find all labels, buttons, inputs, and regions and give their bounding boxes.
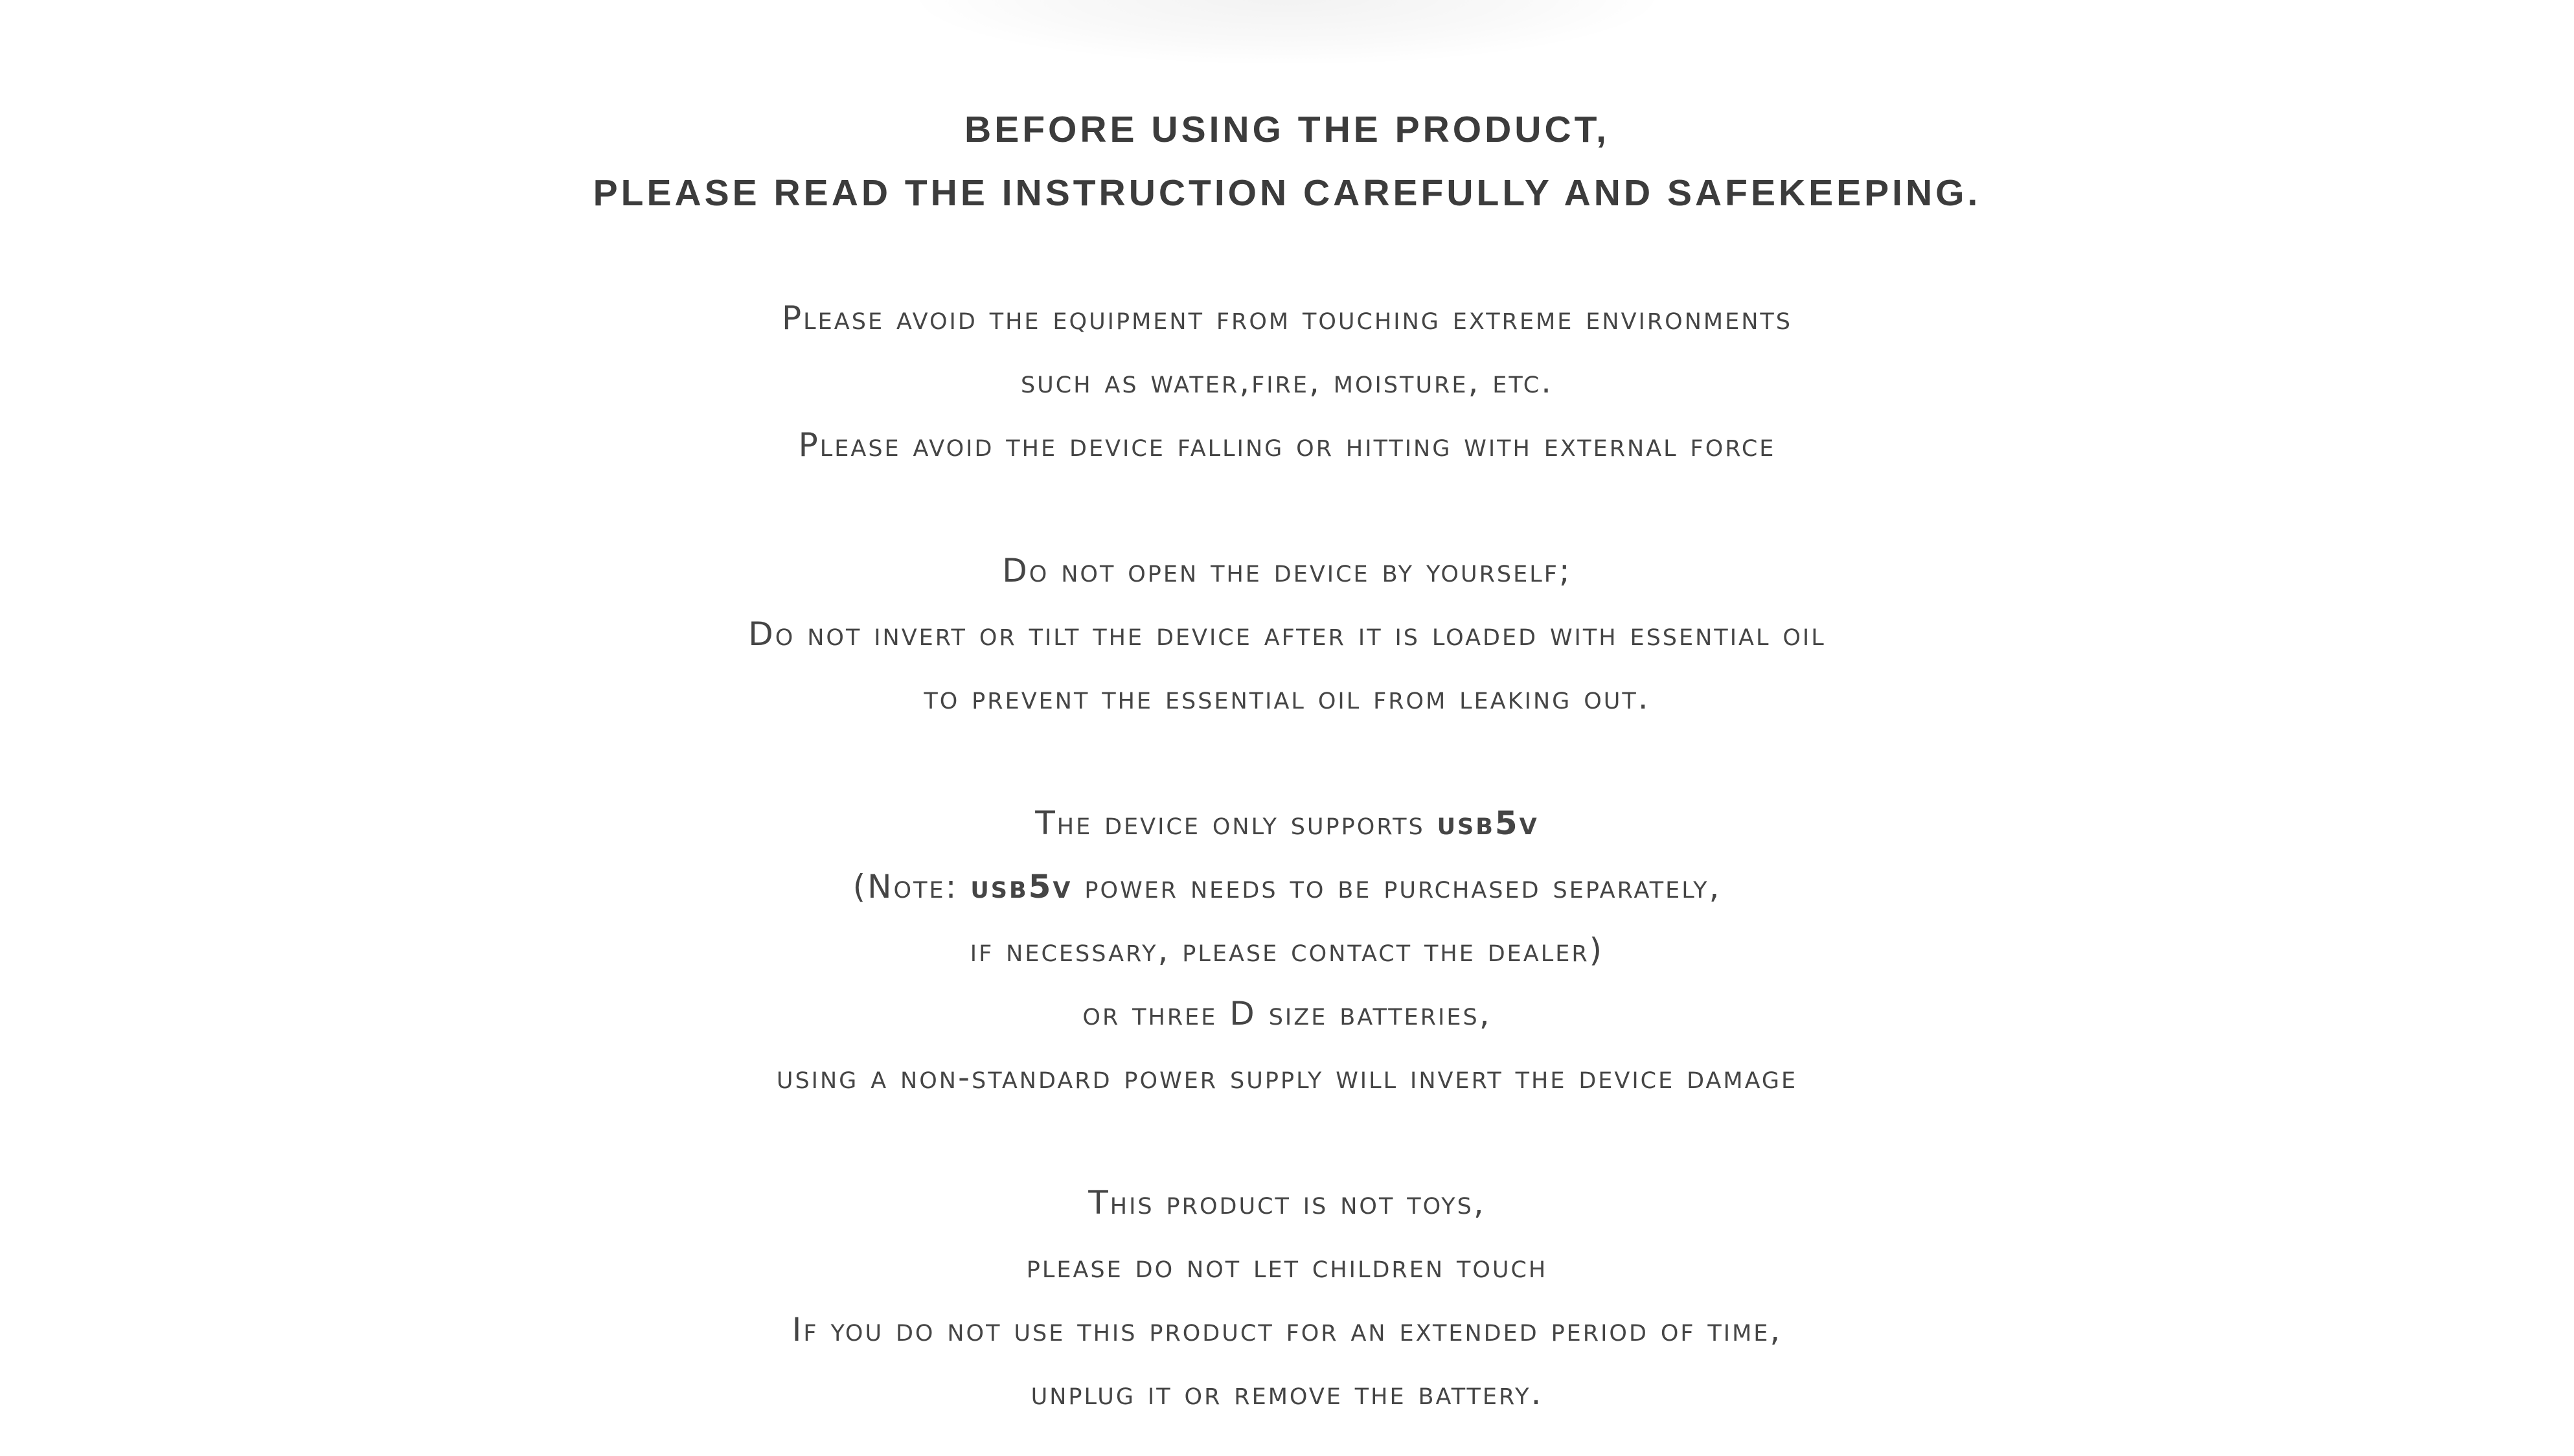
power-line-4: or three D size batteries, — [1082, 995, 1492, 1032]
power-line-5: using a non-standard power supply will invert the device damage — [776, 1058, 1798, 1096]
environment-line-2: such as water,fire, moisture, etc. — [1020, 363, 1554, 400]
children-line-1: This product is not toys, — [1088, 1184, 1486, 1222]
device-line-3: to prevent the essential oil from leaking out. — [924, 679, 1650, 716]
power-spec-2: usb5v — [970, 868, 1073, 905]
power-line-1-text: The device only supports — [1035, 804, 1437, 842]
children-line-2: please do not let children touch — [1026, 1247, 1548, 1285]
power-note-suffix: power needs to be purchased separately, — [1072, 868, 1722, 905]
device-line-2: Do not invert or tilt the device after it is loaded with essential oil — [748, 615, 1826, 653]
power-spec-1: usb5v — [1437, 804, 1539, 842]
environment-line-1: Please avoid the equipment from touching extreme environments — [782, 299, 1792, 337]
power-line-3: if necessary, please contact the dealer) — [970, 931, 1604, 969]
children-line-3: If you do not use this product for an extended period of time, — [792, 1311, 1782, 1348]
environment-line-3: Please avoid the device falling or hitting with external force — [798, 426, 1776, 464]
device-line-1: Do not open the device by yourself; — [1002, 552, 1572, 589]
power-line-2 — [0, 870, 2574, 903]
heading-line-1: BEFORE USING THE PRODUCT, — [964, 109, 1610, 150]
power-note-prefix: (Note: — [852, 868, 971, 905]
power-line-1 — [0, 804, 2574, 842]
heading-line-2: PLEASE READ THE INSTRUCTION CAREFULLY AND SAFEKEEPING. — [593, 172, 1981, 214]
product-shadow — [915, 0, 1659, 65]
children-line-4: unplug it or remove the battery. — [1031, 1374, 1543, 1412]
